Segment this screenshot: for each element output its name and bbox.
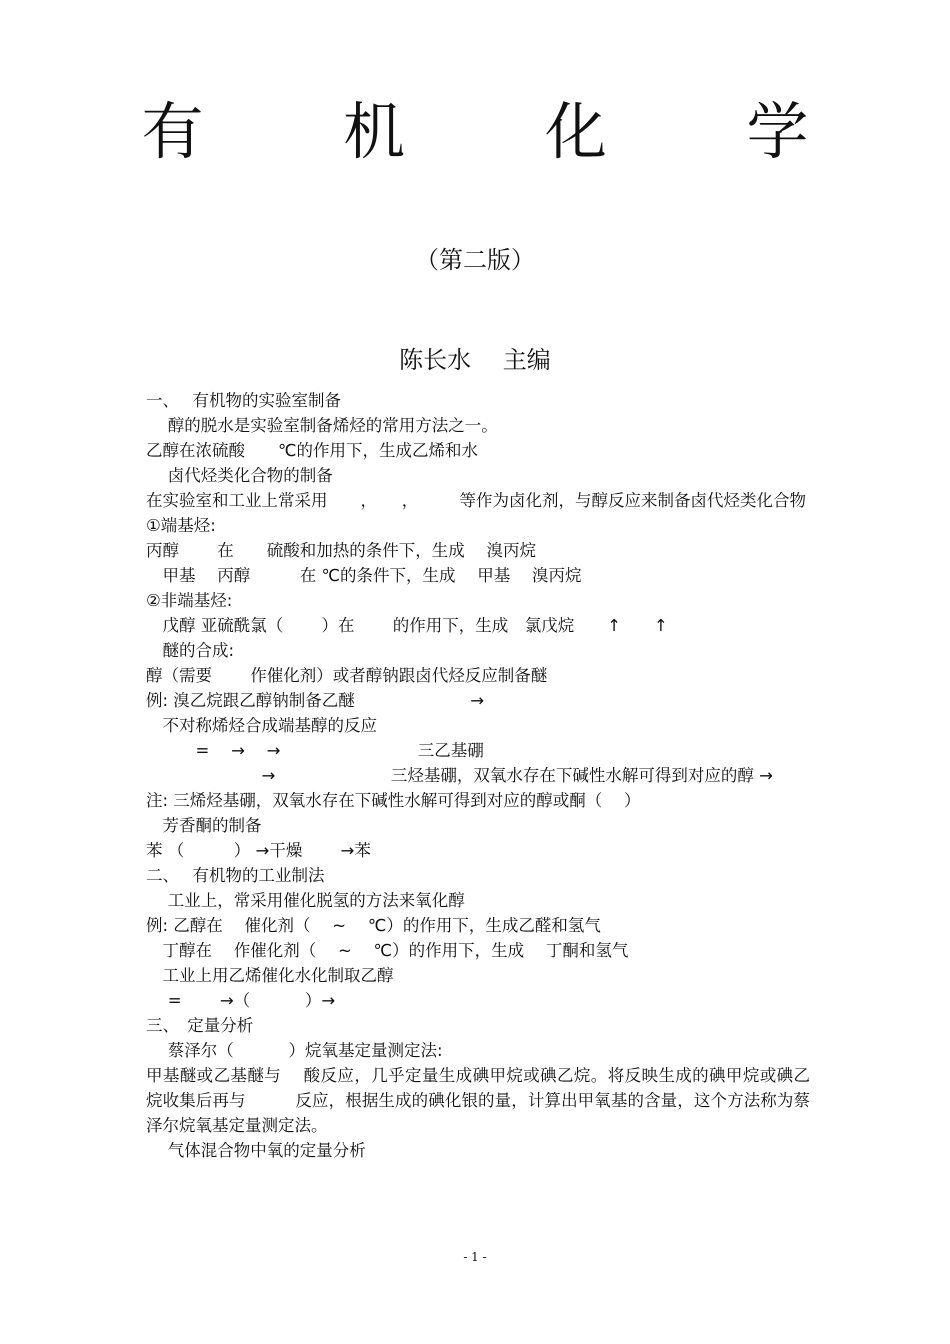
paragraph-line: 工业上，常采用催化脱氢的方法来氧化醇 <box>146 891 465 910</box>
body-text <box>146 388 810 1163</box>
paragraph: → 三烃基硼，双氧水存在下碱性水解可得到对应的醇 → <box>146 766 773 785</box>
subheading: 不对称烯烃合成端基醇的反应 <box>146 716 377 735</box>
paragraph: 在实验室和工业上常采用 ， ， 等作为卤化剂，与醇反应来制备卤代烃类化合物 <box>146 491 806 510</box>
paragraph-line: 甲基 丙醇 在 ℃的条件下，生成 甲基 溴丙烷 <box>146 566 582 585</box>
page-number: - 1 - <box>463 1250 487 1264</box>
note-line: 注: 三烯烃基硼，双氧水存在下碱性水解可得到对应的醇或酮（ ） <box>146 791 641 810</box>
editor-label: 陈长水 主编 <box>399 346 551 374</box>
section-heading: 一、 有机物的实验室制备 <box>146 391 341 410</box>
section-heading: 二、 有机物的工业制法 <box>146 866 325 885</box>
paragraph-line: ①端基烃: <box>146 516 216 535</box>
document-title: 有 机 化 学 <box>141 95 869 168</box>
paragraph-line: 乙醇在浓硫酸 ℃的作用下，生成乙烯和水 <box>146 441 479 460</box>
paragraph-line: 醇的脱水是实验室制备烯烃的常用方法之一。 <box>146 416 498 435</box>
subheading: 气体混合物中氧的定量分析 <box>146 1141 366 1160</box>
section-heading: 三、 定量分析 <box>146 1016 254 1035</box>
subheading: 蔡泽尔（ ）烷氧基定量测定法: <box>146 1041 443 1060</box>
paragraph-line: 醇（需要 作催化剂）或者醇钠跟卤代烃反应制备醚 <box>146 666 548 685</box>
paragraph-line: 丁醇在 作催化剂（ ~ ℃）的作用下，生成 丁酮和氢气 <box>146 941 629 960</box>
edition-label: （第二版） <box>415 246 535 274</box>
subheading: 醚的合成: <box>146 641 235 660</box>
subheading: 芳香酮的制备 <box>146 816 262 835</box>
paragraph-line: = → → 三乙基硼 <box>146 741 484 760</box>
paragraph-line: 例: 溴乙烷跟乙醇钠制备乙醚 → <box>146 691 485 710</box>
paragraph-line: = →（ ）→ <box>146 991 336 1010</box>
subheading: 工业上用乙烯催化水化制取乙醇 <box>146 966 394 985</box>
paragraph-line: 丙醇 在 硫酸和加热的条件下，生成 溴丙烷 <box>146 541 536 560</box>
paragraph-line: 例: 乙醇在 催化剂（ ~ ℃）的作用下，生成乙醛和氢气 <box>146 916 601 935</box>
subheading: 卤代烃类化合物的制备 <box>146 466 333 485</box>
paragraph-line: 戊醇 亚硫酰氯（ ）在 的作用下，生成 氯戊烷 ↑ ↑ <box>146 616 668 635</box>
paragraph-line: 苯 （ ） →干燥 →苯 <box>146 841 371 860</box>
paragraph: 甲基醚或乙基醚与 酸反应，几乎定量生成碘甲烷或碘乙烷。将反映生成的碘甲烷或碘乙烷收集后再与 反应，根据生成的碘化银的量，计算出甲氧基的含量，这个方法称为蔡泽尔烷氧基定量测定法。 <box>146 1066 810 1135</box>
paragraph-line: ②非端基烃: <box>146 591 233 610</box>
